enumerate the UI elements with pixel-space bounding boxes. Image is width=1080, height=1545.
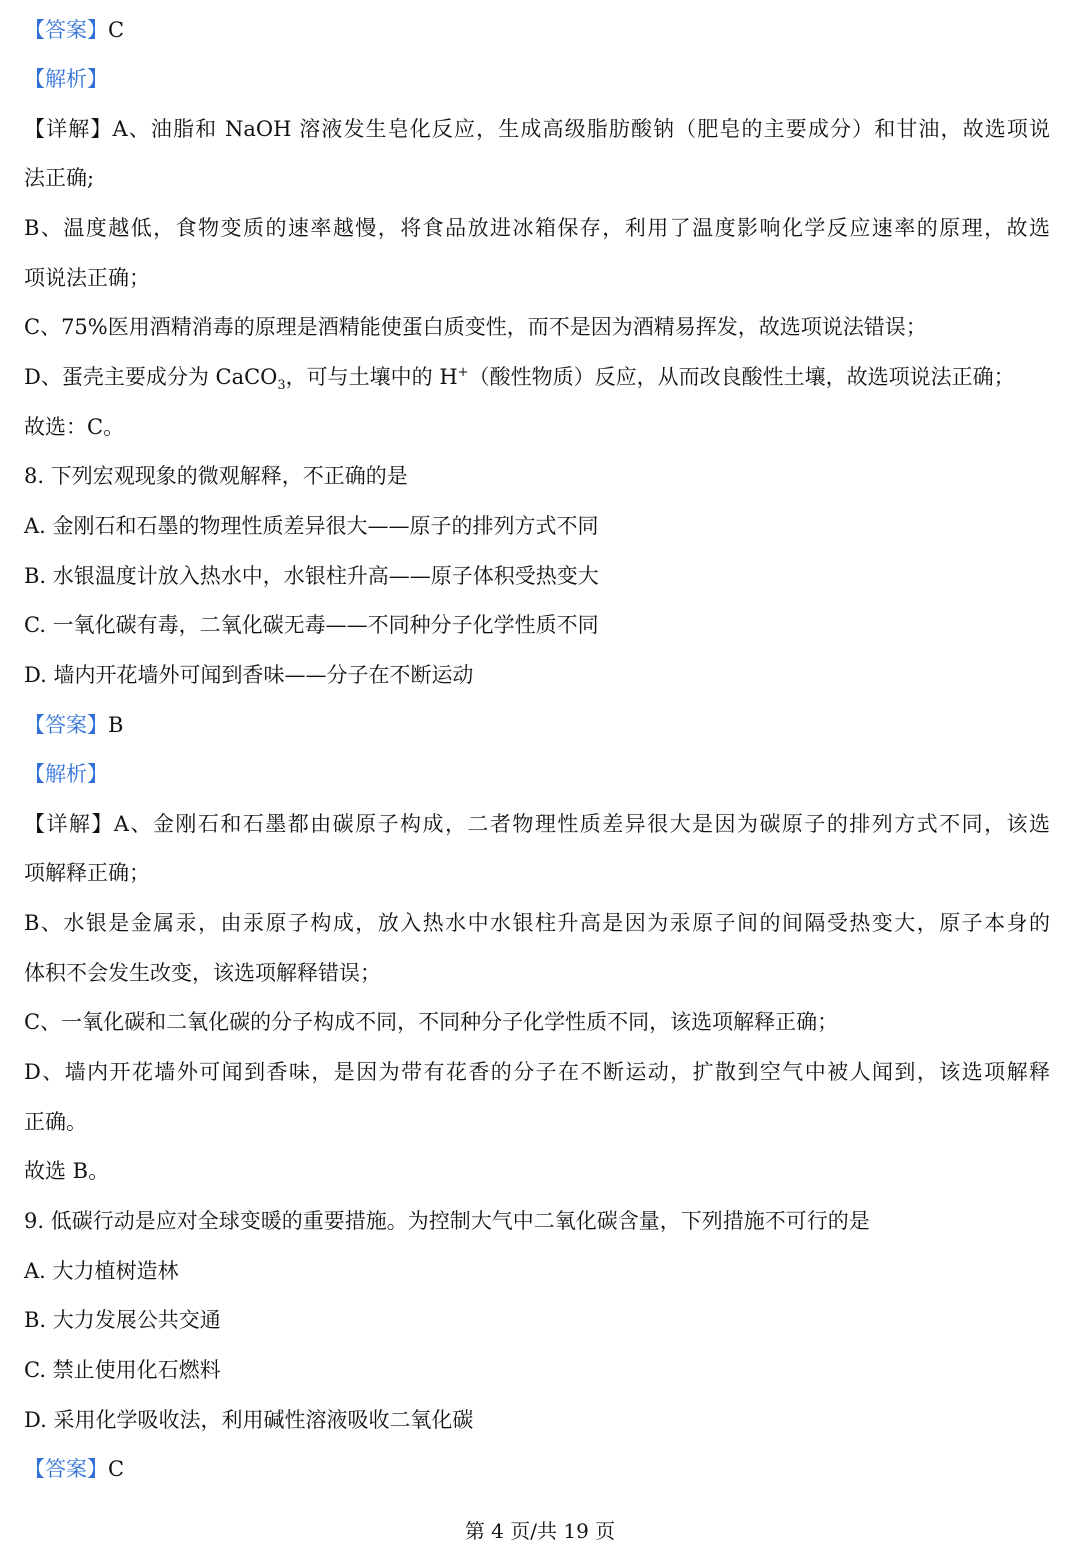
analysis-tag: 【解析】 bbox=[24, 762, 108, 786]
q8-option-b: B. 水银温度计放入热水中，水银柱升高——原子体积受热变大 bbox=[24, 564, 599, 588]
answer-tag: 【答案】 bbox=[24, 18, 108, 42]
detail-d-post: （酸性物质）反应，从而改良酸性土壤，故选项说法正确； bbox=[468, 365, 1015, 389]
detail-d-pre: D、蛋壳主要成分为 CaCO bbox=[24, 365, 278, 389]
q8-analysis-line bbox=[24, 760, 1050, 788]
detail-d-mid: ，可与土壤中的 H bbox=[285, 365, 458, 389]
q9-stem: 9. 低碳行动是应对全球变暖的重要措施。为控制大气中二氧化碳含量，下列措施不可行的是 bbox=[24, 1209, 870, 1233]
q8-detail-b-line1: B、水银是金属汞，由汞原子构成，放入热水中水银柱升高是因为汞原子间的间隔受热变大，原子本身的 bbox=[24, 911, 1050, 935]
q7-analysis-line bbox=[24, 65, 1050, 93]
q8-detail-d-line1: D、墙内开花墙外可闻到香味，是因为带有花香的分子在不断运动，扩散到空气中被人闻到，该选项解释 bbox=[24, 1060, 1050, 1084]
q7-detail-b-line1: B、温度越低，食物变质的速率越慢，将食品放进冰箱保存，利用了温度影响化学反应速率的原理，故选 bbox=[24, 216, 1050, 240]
q8-conclusion: 故选 B。 bbox=[24, 1159, 110, 1183]
answer-value: B bbox=[108, 713, 124, 737]
q7-detail-a-line1 bbox=[24, 115, 1050, 143]
q7-detail-c: C、75%医用酒精消毒的原理是酒精能使蛋白质变性，而不是因为酒精易挥发，故选项说法错误； bbox=[24, 315, 927, 339]
q9-option-c: C. 禁止使用化石燃料 bbox=[24, 1358, 221, 1382]
superscript: + bbox=[457, 365, 469, 380]
q8-option-c: C. 一氧化碳有毒，二氧化碳无毒——不同种分子化学性质不同 bbox=[24, 613, 599, 637]
subscript: 3 bbox=[277, 378, 286, 394]
q9-option-b: B. 大力发展公共交通 bbox=[24, 1308, 221, 1332]
answer-tag: 【答案】 bbox=[24, 713, 108, 737]
q9-option-a: A. 大力植树造林 bbox=[24, 1259, 179, 1283]
q8-option-a: A. 金刚石和石墨的物理性质差异很大——原子的排列方式不同 bbox=[24, 514, 599, 538]
q7-detail-d bbox=[24, 363, 1050, 394]
page-footer: 第 4 页/共 19 页 bbox=[464, 1519, 616, 1543]
q8-answer-line bbox=[24, 711, 1050, 739]
q9-answer-line bbox=[24, 1455, 1050, 1483]
q7-answer-line bbox=[24, 16, 1050, 44]
analysis-tag: 【解析】 bbox=[24, 67, 108, 91]
q9-option-d: D. 采用化学吸收法，利用碱性溶液吸收二氧化碳 bbox=[24, 1408, 474, 1432]
detail-text: A、油脂和 NaOH 溶液发生皂化反应，生成高级脂肪酸钠（肥皂的主要成分）和甘油，故选项说 bbox=[112, 117, 1051, 141]
detail-tag: 【详解】 bbox=[24, 812, 114, 836]
q8-option-d: D. 墙内开花墙外可闻到香味——分子在不断运动 bbox=[24, 663, 474, 687]
q8-stem: 8. 下列宏观现象的微观解释，不正确的是 bbox=[24, 464, 408, 488]
detail-text: A、金刚石和石墨都由碳原子构成，二者物理性质差异很大是因为碳原子的排列方式不同，该选 bbox=[113, 812, 1050, 836]
q7-detail-b-line2: 项说法正确； bbox=[24, 266, 150, 290]
q8-detail-a-line2: 项解释正确； bbox=[24, 861, 150, 885]
detail-tag: 【详解】 bbox=[24, 117, 113, 141]
q8-detail-a-line1 bbox=[24, 810, 1050, 838]
q8-detail-d-line2: 正确。 bbox=[24, 1110, 87, 1134]
answer-value: C bbox=[108, 18, 125, 42]
q7-detail-a-line2: 法正确; bbox=[24, 166, 95, 190]
q8-detail-b-line2: 体积不会发生改变，该选项解释错误； bbox=[24, 961, 381, 985]
q7-conclusion: 故选：C。 bbox=[24, 415, 125, 439]
q8-detail-c: C、一氧化碳和二氧化碳的分子构成不同，不同种分子化学性质不同，该选项解释正确； bbox=[24, 1010, 839, 1034]
answer-tag: 【答案】 bbox=[24, 1457, 108, 1481]
answer-value: C bbox=[108, 1457, 125, 1481]
